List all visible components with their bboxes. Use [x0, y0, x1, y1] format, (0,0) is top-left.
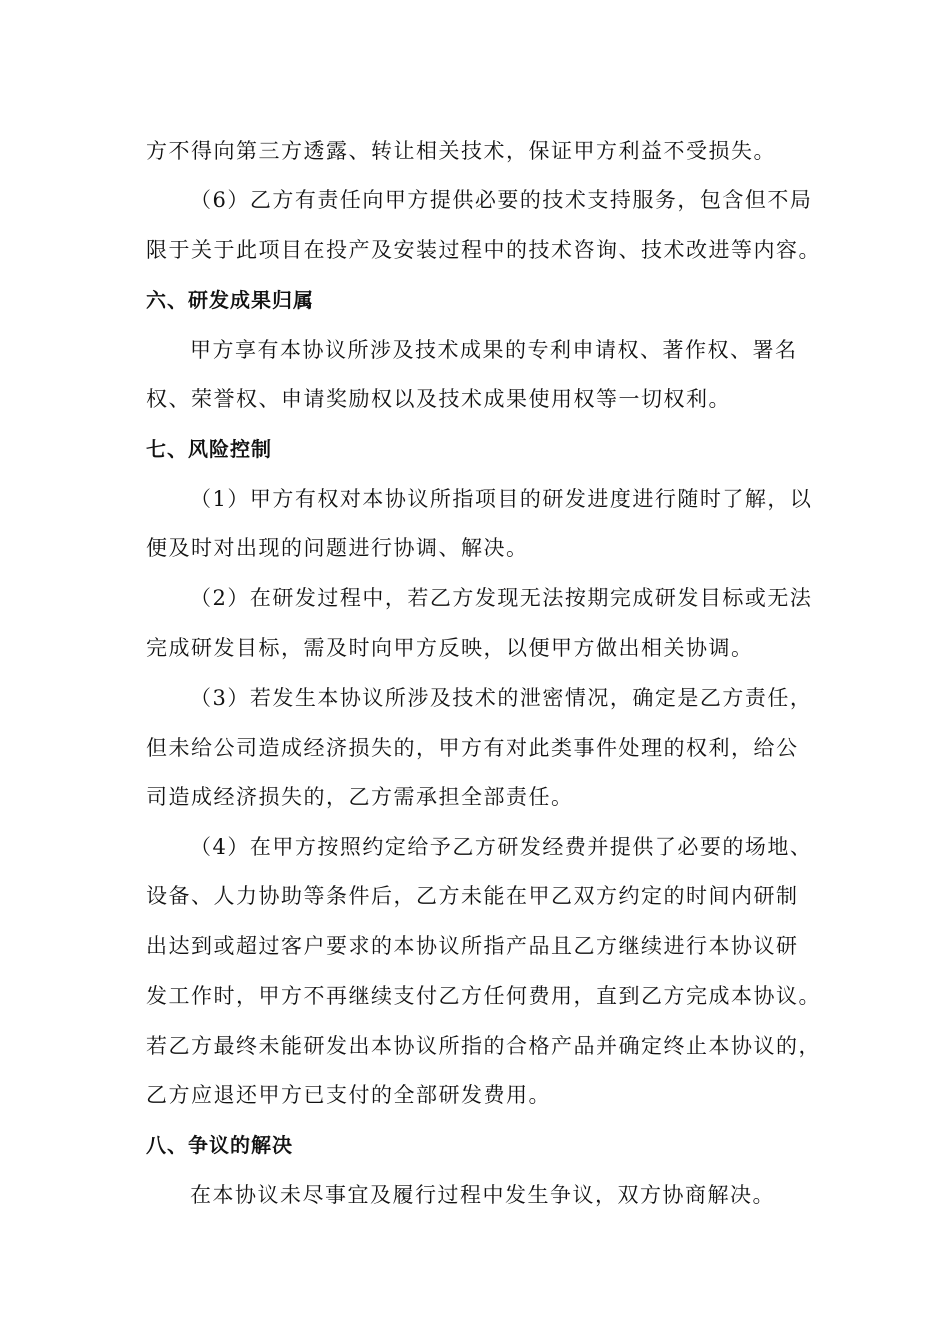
clause-3-line: （3）若发生本协议所涉及技术的泄密情况，确定是乙方责任， — [190, 686, 813, 710]
section-heading-8: 八、争议的解决 — [146, 1133, 293, 1157]
body-line: 若乙方最终未能研发出本协议所指的合格产品并确定终止本协议的， — [146, 1034, 821, 1058]
body-line: 出达到或超过客户要求的本协议所指产品且乙方继续进行本协议研 — [146, 934, 799, 958]
body-line: 乙方应退还甲方已支付的全部研发费用。 — [146, 1083, 551, 1107]
body-line: 发工作时，甲方不再继续支付乙方任何费用，直到乙方完成本协议。 — [146, 984, 821, 1008]
body-line: 便及时对出现的问题进行协调、解决。 — [146, 536, 529, 560]
clause-4-line: （4）在甲方按照约定给予乙方研发经费并提供了必要的场地、 — [190, 835, 813, 859]
section-heading-6: 六、研发成果归属 — [146, 288, 314, 312]
clause-6-line: （6）乙方有责任向甲方提供必要的技术支持服务，包含但不局 — [190, 188, 813, 212]
body-line: 方不得向第三方透露、转让相关技术，保证甲方利益不受损失。 — [146, 139, 776, 163]
body-line: 甲方享有本协议所涉及技术成果的专利申请权、著作权、署名 — [190, 338, 798, 362]
body-line: 司造成经济损失的，乙方需承担全部责任。 — [146, 785, 574, 809]
body-line: 但未给公司造成经济损失的，甲方有对此类事件处理的权利，给公 — [146, 736, 799, 760]
body-line: 限于关于此项目在投产及安装过程中的技术咨询、技术改进等内容。 — [146, 238, 821, 262]
body-line: 权、荣誉权、申请奖励权以及技术成果使用权等一切权利。 — [146, 387, 731, 411]
body-line: 完成研发目标，需及时向甲方反映，以便甲方做出相关协调。 — [146, 636, 754, 660]
body-line: 在本协议未尽事宜及履行过程中发生争议，双方协商解决。 — [190, 1183, 775, 1207]
body-line: 设备、人力协助等条件后，乙方未能在甲乙双方约定的时间内研制 — [146, 884, 799, 908]
section-heading-7: 七、风险控制 — [146, 437, 272, 461]
clause-2-line: （2）在研发过程中，若乙方发现无法按期完成研发目标或无法 — [190, 586, 813, 610]
clause-1-line: （1）甲方有权对本协议所指项目的研发进度进行随时了解，以 — [190, 487, 813, 511]
